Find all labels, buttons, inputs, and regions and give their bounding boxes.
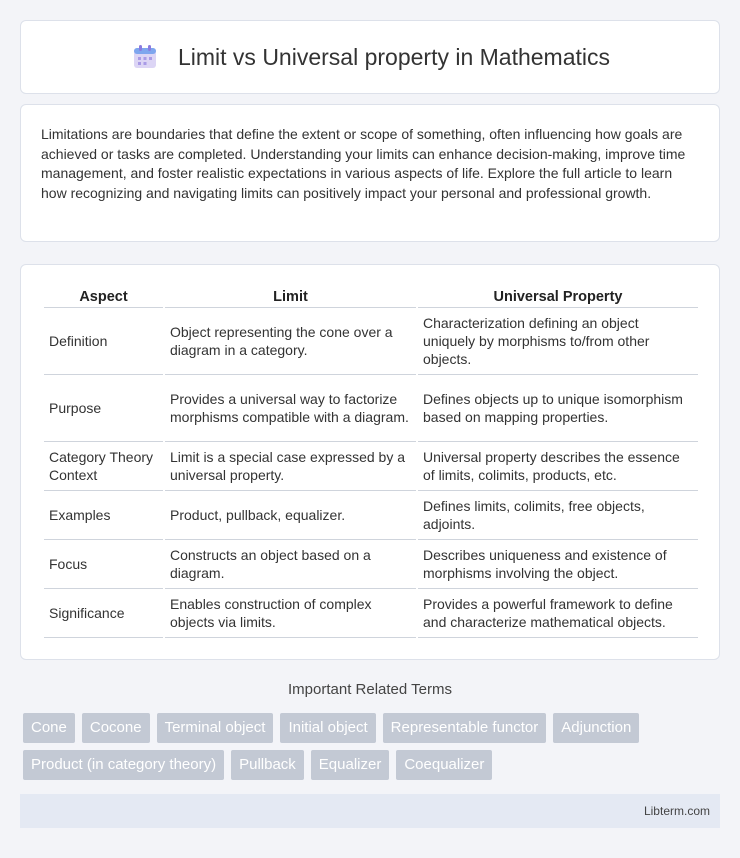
row-universal-property: Characterization defining an object uniquely by morphisms to/from other objects. <box>418 308 698 375</box>
row-limit: Constructs an object based on a diagram. <box>165 540 416 589</box>
table-row <box>44 491 698 540</box>
row-universal-property: Describes uniqueness and existence of morphisms involving the object. <box>418 540 698 589</box>
intro-text: Limitations are boundaries that define the extent or scope of something, often influencing how goals are achieved or tasks are completed. Understanding your limits can enhance decision-making, improve time management, and foster realistic expectations in various aspects of life. Explore the full article to learn how recognizing and navigating limits can positively impact your personal and professional growth. <box>41 126 686 201</box>
page-title: Limit vs Universal property in Mathematics <box>177 43 611 70</box>
calendar-icon <box>130 42 160 72</box>
tag-cocone[interactable]: Cocone <box>82 713 150 743</box>
table-header-row <box>44 285 698 308</box>
row-limit: Enables construction of complex objects via limits. <box>165 589 416 638</box>
footer-brand[interactable]: Libterm.com <box>643 804 710 818</box>
related-terms-title: Important Related Terms <box>288 681 452 698</box>
tag-coequalizer[interactable]: Coequalizer <box>396 750 492 780</box>
row-limit: Provides a universal way to factorize morphisms compatible with a diagram. <box>165 375 416 442</box>
table-row <box>44 589 698 638</box>
tag-equalizer[interactable]: Equalizer <box>311 750 390 780</box>
tag-cone[interactable]: Cone <box>23 713 75 743</box>
row-limit: Limit is a special case expressed by a universal property. <box>165 442 416 491</box>
intro-card <box>20 104 720 242</box>
row-aspect: Category Theory Context <box>44 442 163 491</box>
row-universal-property: Provides a powerful framework to define and characterize mathematical objects. <box>418 589 698 638</box>
tag-representable-functor[interactable]: Representable functor <box>383 713 547 743</box>
tag-adjunction[interactable]: Adjunction <box>553 713 639 743</box>
table-row <box>44 375 698 442</box>
tag-pullback[interactable]: Pullback <box>231 750 304 780</box>
comparison-table <box>42 285 700 638</box>
row-limit: Object representing the cone over a diagram in a category. <box>165 308 416 375</box>
title-wrap <box>130 42 610 72</box>
row-aspect: Definition <box>44 308 163 375</box>
row-limit: Product, pullback, equalizer. <box>165 491 416 540</box>
tag-initial-object[interactable]: Initial object <box>280 713 375 743</box>
row-universal-property: Defines objects up to unique isomorphism based on mapping properties. <box>418 375 698 442</box>
header-limit: Limit <box>165 285 416 308</box>
header-card <box>20 20 720 94</box>
row-universal-property: Defines limits, colimits, free objects, adjoints. <box>418 491 698 540</box>
tag-terminal-object[interactable]: Terminal object <box>157 713 274 743</box>
row-aspect: Focus <box>44 540 163 589</box>
header-aspect: Aspect <box>44 285 163 308</box>
row-aspect: Purpose <box>44 375 163 442</box>
related-terms-list <box>23 713 723 780</box>
tag-product[interactable]: Product (in category theory) <box>23 750 224 780</box>
row-aspect: Examples <box>44 491 163 540</box>
table-row <box>44 308 698 375</box>
comparison-table-card <box>20 264 720 660</box>
header-universal-property: Universal Property <box>418 285 698 308</box>
row-aspect: Significance <box>44 589 163 638</box>
table-row <box>44 540 698 589</box>
table-row <box>44 442 698 491</box>
row-universal-property: Universal property describes the essence of limits, colimits, products, etc. <box>418 442 698 491</box>
footer <box>20 794 720 828</box>
